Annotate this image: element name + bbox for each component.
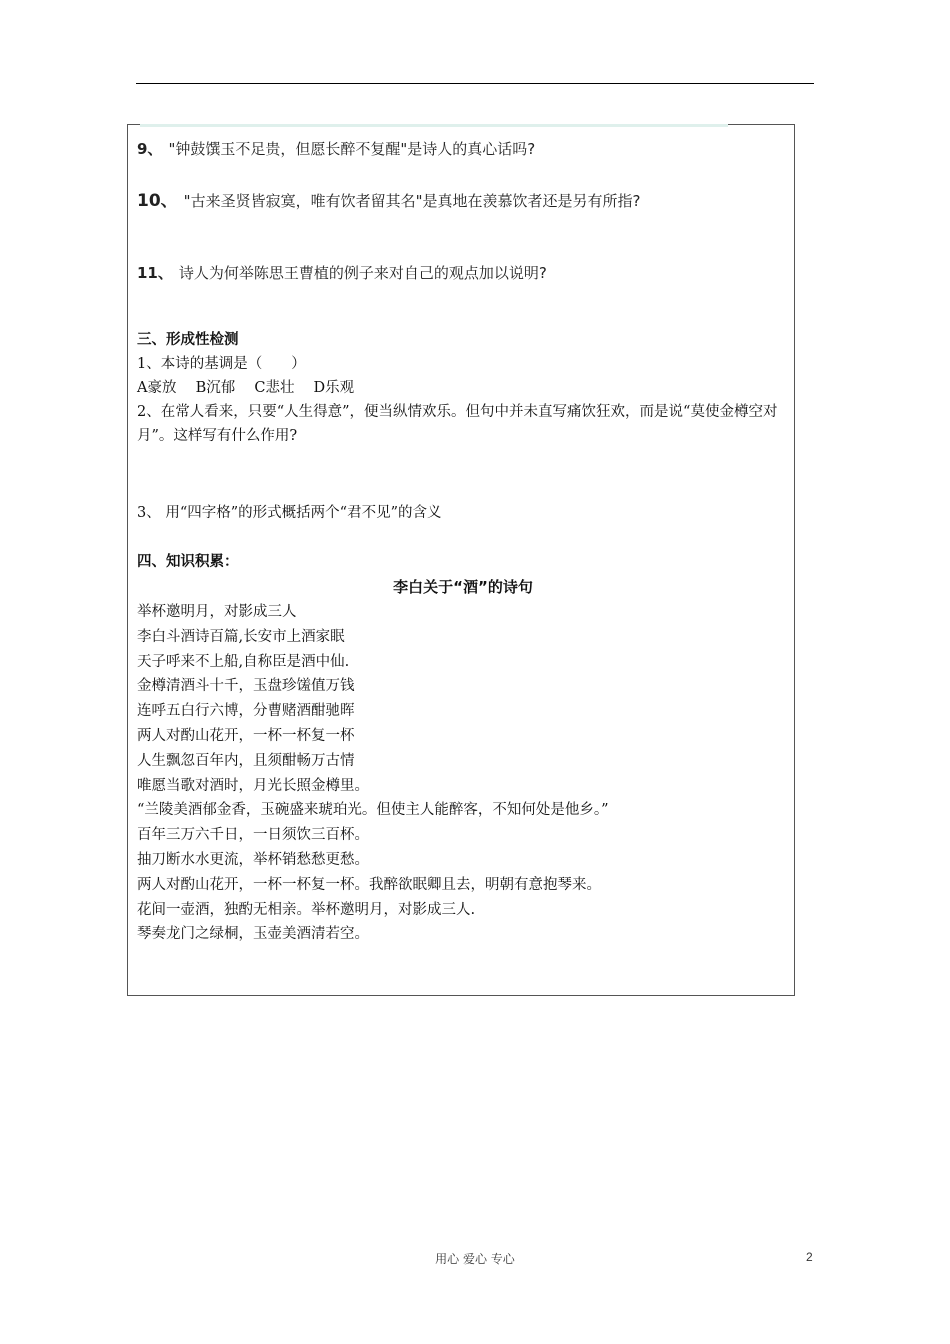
poem-list-title: 李白关于“酒”的诗句 bbox=[393, 578, 533, 596]
poem-line: 举杯邀明月，对影成三人 bbox=[137, 604, 297, 620]
poem-line: 百年三万六千日，一日须饮三百杯。 bbox=[137, 827, 369, 844]
poem-line: 连呼五白行六博，分曹赌酒酣驰晖 bbox=[137, 703, 355, 720]
poem-line: 两人对酌山花开，一杯一杯复一杯 bbox=[137, 727, 355, 744]
frame-top-accent bbox=[140, 124, 728, 127]
page-number: 2 bbox=[806, 1250, 813, 1264]
question-11 bbox=[137, 262, 547, 283]
poem-list bbox=[137, 600, 609, 947]
section-3-heading: 三、形成性检测 bbox=[137, 331, 239, 348]
poem-line: 两人对酌山花开，一杯一杯复一杯。我醉欲眠卿且去，明朝有意抱琴来。 bbox=[137, 876, 601, 893]
poem-line: 人生飘忽百年内，且须酣畅万古情 bbox=[137, 752, 355, 769]
question-11-number: 11、 bbox=[137, 264, 173, 282]
poem-line: 唯愿当歌对酒时，月光长照金樽里。 bbox=[137, 777, 369, 794]
section-3-item-3: 3、 用“四字格”的形式概括两个“君不见”的含义 bbox=[137, 505, 442, 521]
poem-line: 金樽清酒斗十千，玉盘珍馐值万钱 bbox=[137, 678, 355, 695]
question-9-number: 9、 bbox=[137, 140, 163, 158]
question-10 bbox=[137, 186, 640, 211]
question-9 bbox=[137, 138, 535, 159]
question-11-text: 诗人为何举陈思王曹植的例子来对自己的观点加以说明? bbox=[178, 264, 547, 282]
section-4-heading: 四、知识积累： bbox=[137, 553, 239, 570]
section-3-item-1: 1、本诗的基调是（ ） bbox=[137, 356, 306, 372]
section-3-options: A豪放 B沉郁 C悲壮 D乐观 bbox=[137, 380, 355, 396]
question-10-number: 10、 bbox=[137, 191, 178, 211]
question-9-text: "钟鼓馔玉不足贵，但愿长醉不复醒"是诗人的真心话吗? bbox=[168, 140, 536, 158]
poem-line: 天子呼来不上船,自称臣是酒中仙. bbox=[137, 653, 350, 670]
poem-line: 琴奏龙门之绿桐，玉壶美酒清若空。 bbox=[137, 926, 369, 943]
header-rule bbox=[136, 83, 814, 84]
poem-line: “兰陵美酒郁金香，玉碗盛来琥珀光。但使主人能醉客，不知何处是他乡。” bbox=[137, 802, 609, 819]
poem-line: 花间一壶酒，独酌无相亲。举杯邀明月，对影成三人. bbox=[137, 901, 476, 918]
poem-line: 李白斗酒诗百篇,长安市上酒家眠 bbox=[137, 628, 345, 645]
poem-line: 抽刀断水水更流，举杯销愁愁更愁。 bbox=[137, 851, 369, 868]
section-3-item-2: 2、在常人看来，只要“人生得意”，便当纵情欢乐。但句中并未直写痛饮狂欢，而是说“莫使金樽空对月”。这样写有什么作用? bbox=[137, 404, 778, 444]
question-10-text: "古来圣贤皆寂寞，唯有饮者留其名"是真地在羡慕饮者还是另有所指? bbox=[183, 192, 641, 210]
page-footer: 用心 爱心 专心 bbox=[435, 1252, 515, 1266]
